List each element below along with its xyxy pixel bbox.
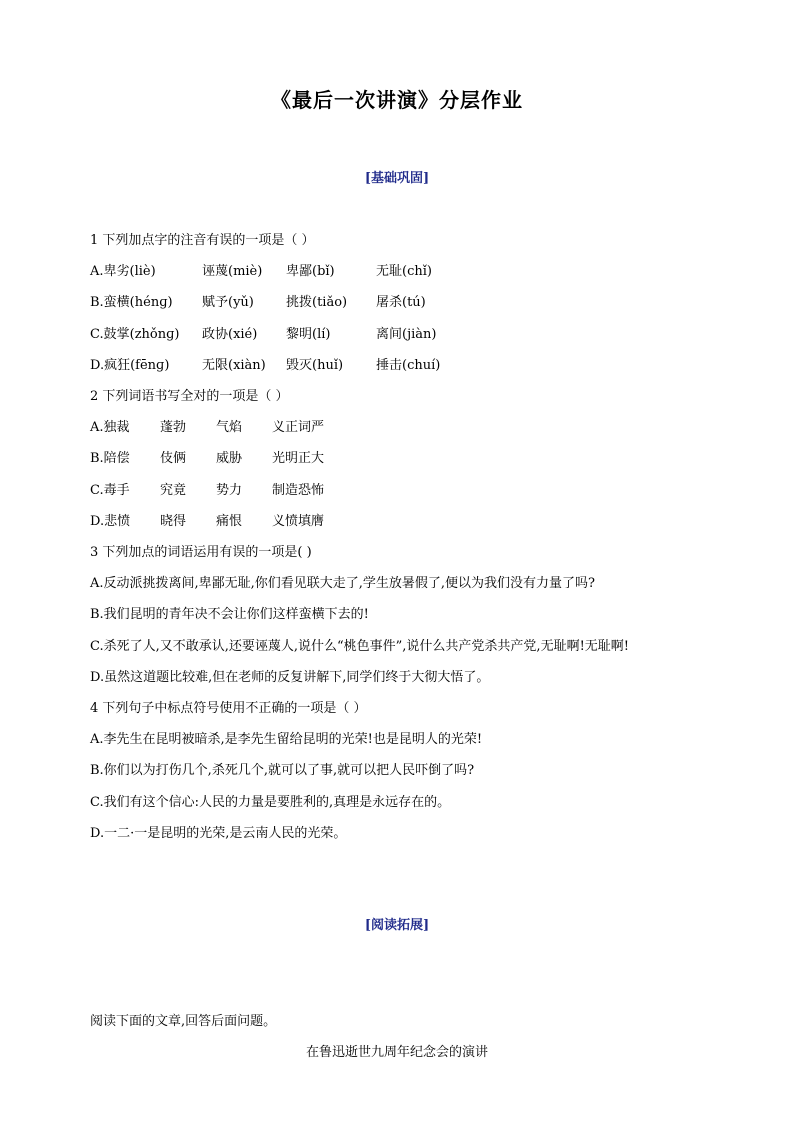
section-heading-reading: [阅读拓展] [364,918,430,933]
option-d-word-1: D.悲愤 [90,514,131,529]
page-title: 《最后一次讲演》分层作业 [271,88,523,112]
option-d-word-3: 痛恨 [216,514,243,529]
question-1-option-b [90,291,426,310]
question-1-option-c [90,323,436,342]
option-d-item-4: 捶击(chuí) [376,358,441,373]
question-4-option-b: B.你们以为打伤几个,杀死几个,就可以了事,就可以把人民吓倒了吗? [90,763,475,778]
question-4-option-c: C.我们有这个信心:人民的力量是要胜利的,真理是永远存在的。 [90,795,451,810]
question-4-option-a: A.李先生在昆明被暗杀,是李先生留给昆明的光荣!也是昆明人的光荣! [90,732,483,747]
question-4-option-d: D.一二·一是昆明的光荣,是云南人民的光荣。 [90,826,347,841]
option-b-item-4: 屠杀(tú) [376,295,426,310]
option-a-item-3: 卑鄙(bǐ) [286,264,335,279]
option-c-item-2: 政协(xié) [202,327,258,342]
question-3-option-a: A.反动派挑拨离间,卑鄙无耻,你们看见联大走了,学生放暑假了,便以为我们没有力量了吗? [90,576,596,591]
question-1-option-a [90,260,432,279]
option-d-item-3: 毁灭(huǐ) [286,358,344,373]
option-b-item-1: B.蛮横(hénɡ) [90,295,173,310]
option-b-word-4: 光明正大 [272,451,325,466]
option-c-item-1: C.鼓掌(zhǒnɡ) [90,327,180,342]
option-a-item-4: 无耻(chǐ) [376,264,432,279]
question-3-stem: 3 下列加点的词语运用有误的一项是( ) [90,545,312,560]
option-a-word-1: A.独裁 [90,420,130,435]
question-2-option-b [90,447,324,466]
option-c-item-3: 黎明(lí) [286,327,331,342]
option-d-item-2: 无限(xiàn) [202,358,266,373]
option-b-word-1: B.陪偿 [90,451,130,466]
question-2-option-d [90,510,324,529]
question-3-option-d: D.虽然这道题比较难,但在老师的反复讲解下,同学们终于大彻大悟了。 [90,670,490,685]
option-a-word-4: 义正词严 [272,420,325,435]
option-c-word-3: 势力 [216,483,243,498]
option-d-item-1: D.疯狂(fēnɡ) [90,358,170,373]
question-3-option-c: C.杀死了人,又不敢承认,还要诬蔑人,说什么“桃色事件”,说什么共产党杀共产党,无耻啊!无耻啊! [90,639,630,654]
question-1-stem: 1 下列加点字的注音有误的一项是（ ） [90,233,315,248]
question-1-option-d [90,354,440,373]
option-a-item-1: A.卑劣(liè) [90,264,156,279]
option-d-word-2: 晓得 [160,514,187,529]
option-b-item-3: 挑拨(tiǎo) [286,295,348,310]
option-b-word-3: 威胁 [216,451,243,466]
question-4-stem: 4 下列句子中标点符号使用不正确的一项是（ ） [90,701,367,716]
option-b-word-2: 伎俩 [160,451,187,466]
question-2-stem: 2 下列词语书写全对的一项是（ ） [90,389,289,404]
question-3-option-b: B.我们昆明的青年决不会让你们这样蛮横下去的! [90,607,369,622]
option-c-word-1: C.毒手 [90,483,130,498]
option-a-word-2: 蓬勃 [160,420,187,435]
option-d-word-4: 义愤填膺 [272,514,325,529]
option-c-word-2: 究竟 [160,483,187,498]
question-2-option-a [90,416,324,435]
option-a-word-3: 气焰 [216,420,243,435]
reading-instruction: 阅读下面的文章,回答后面问题。 [90,1014,277,1029]
question-2-option-c [90,479,324,498]
option-b-item-2: 赋予(yǔ) [202,295,254,310]
option-a-item-2: 诬蔑(miè) [202,264,263,279]
option-c-word-4: 制造恐怖 [272,483,325,498]
section-heading-basic: [基础巩固] [364,171,430,186]
option-c-item-4: 离间(jiàn) [376,327,437,342]
article-title: 在鲁迅逝世九周年纪念会的演讲 [305,1045,488,1060]
